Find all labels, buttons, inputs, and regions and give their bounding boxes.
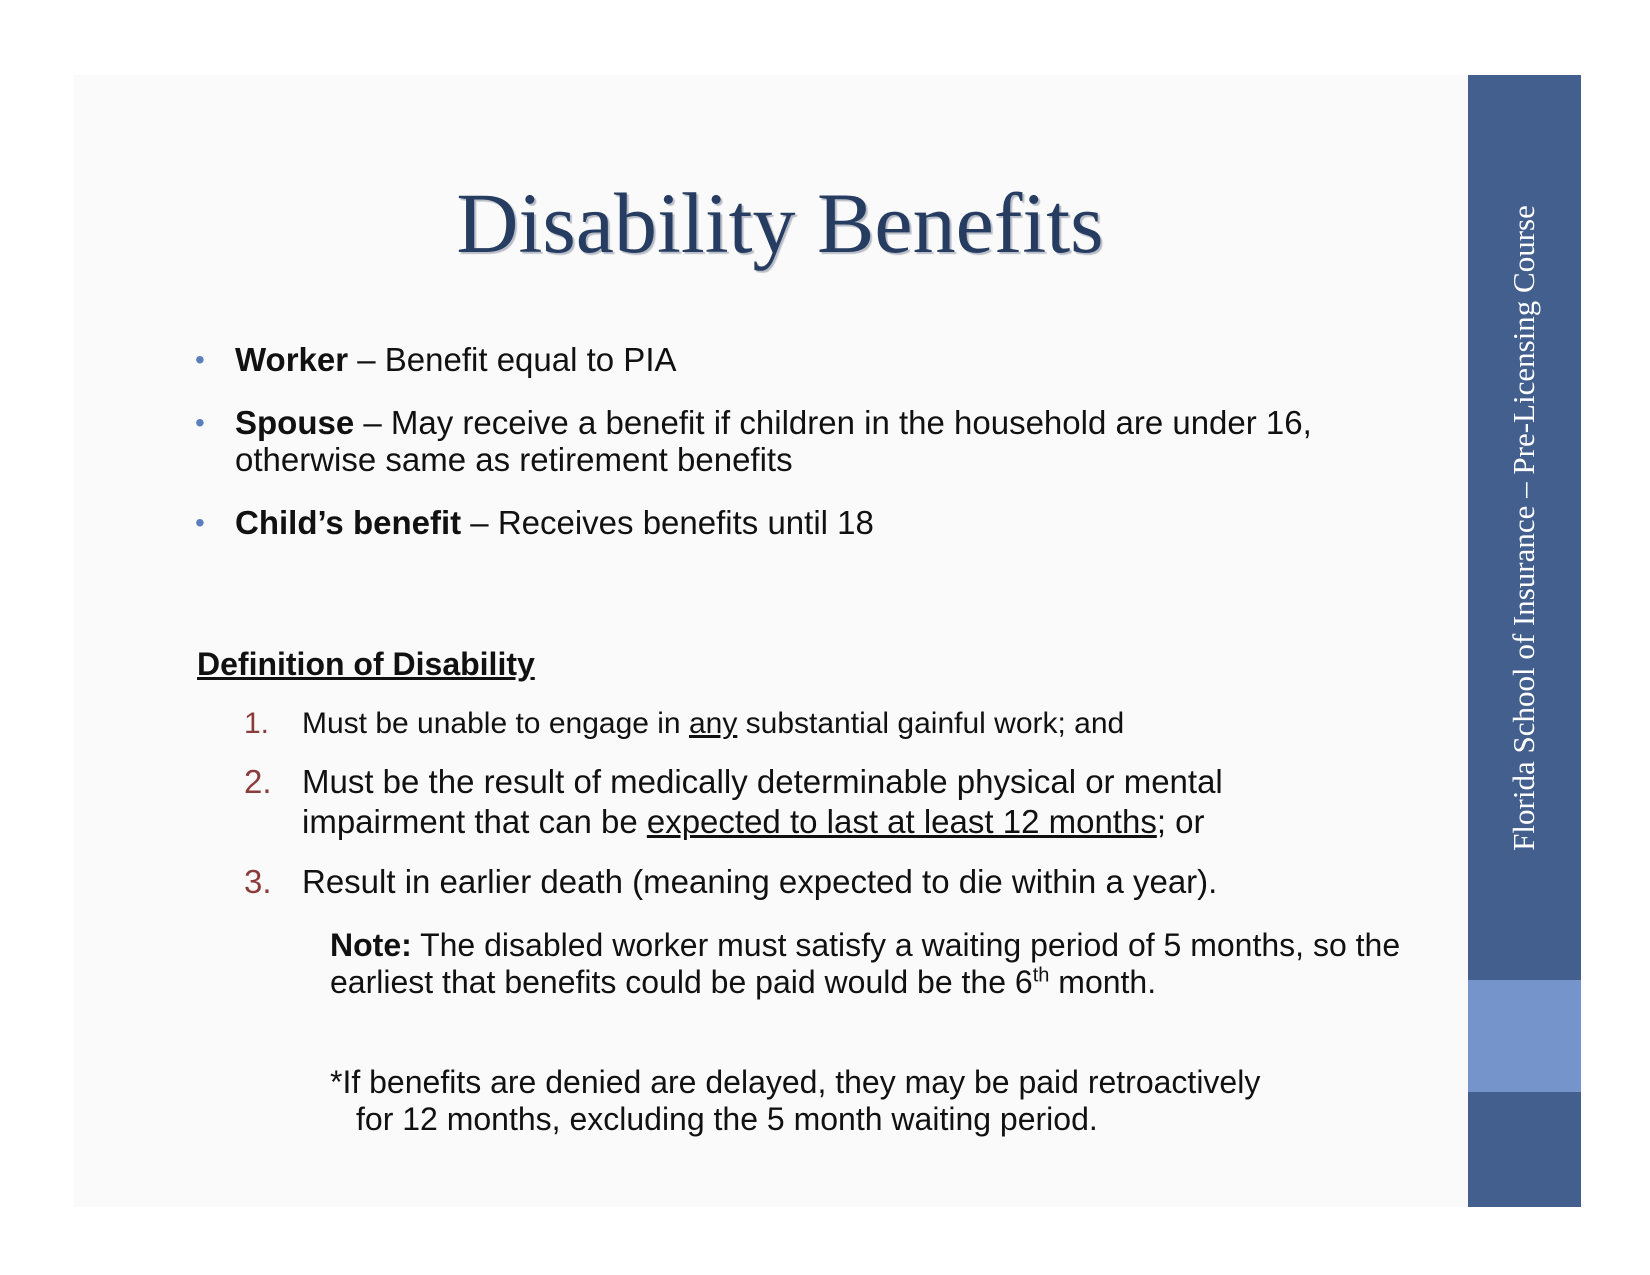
note-text: The disabled worker must satisfy a waiting period of 5 months, so the earliest that benefits could be paid would be the 6 (330, 927, 1401, 1000)
bullet-text: – Benefit equal to PIA (348, 341, 677, 378)
bullet-dot-icon: • (195, 344, 205, 375)
item-underlined-text: expected to last at least 12 months (646, 803, 1157, 840)
bullet-dot-icon: • (195, 407, 205, 438)
side-banner-accent (1468, 980, 1581, 1092)
note-label: Note: (330, 927, 412, 963)
bullet-dot-icon: • (195, 507, 205, 538)
note-superscript: th (1032, 964, 1050, 987)
bullet-term: Worker (235, 341, 349, 378)
item-text: Result in earlier death (meaning expected to die within a year). (302, 863, 1218, 900)
note-text-end: month. (1049, 964, 1157, 1000)
slide-title: Disability Benefits (456, 175, 1104, 271)
item-text: Must be unable to engage in (302, 707, 689, 740)
item-text: Must be the result of medically determinable physical or mental impairment that can be (302, 763, 1223, 840)
item-text: ; or (1156, 803, 1205, 840)
footnote-line-1: *If benefits are denied are delayed, they may be paid retroactively (330, 1064, 1261, 1100)
bullet-text: – Receives benefits until 18 (461, 504, 874, 541)
item-number: 2. (244, 763, 272, 800)
item-text: substantial gainful work; and (737, 707, 1125, 740)
item-number: 1. (244, 707, 270, 740)
item-underlined-text: any (688, 707, 738, 740)
bullet-text: – May receive a benefit if children in the household are under 16, otherwise same as retirement benefits (235, 404, 1312, 478)
waiting-period-note (330, 927, 1420, 1001)
footnote-line-2: for 12 months, excluding the 5 month waiting period. (356, 1101, 1098, 1137)
retroactive-footnote (330, 1064, 1420, 1138)
side-banner-label: Florida School of Insurance – Pre-Licensing Course (1506, 205, 1541, 851)
definition-heading: Definition of Disability (197, 646, 535, 682)
bullet-term: Spouse (235, 404, 355, 441)
bullet-term: Child’s benefit (235, 504, 462, 541)
item-number: 3. (244, 863, 272, 900)
